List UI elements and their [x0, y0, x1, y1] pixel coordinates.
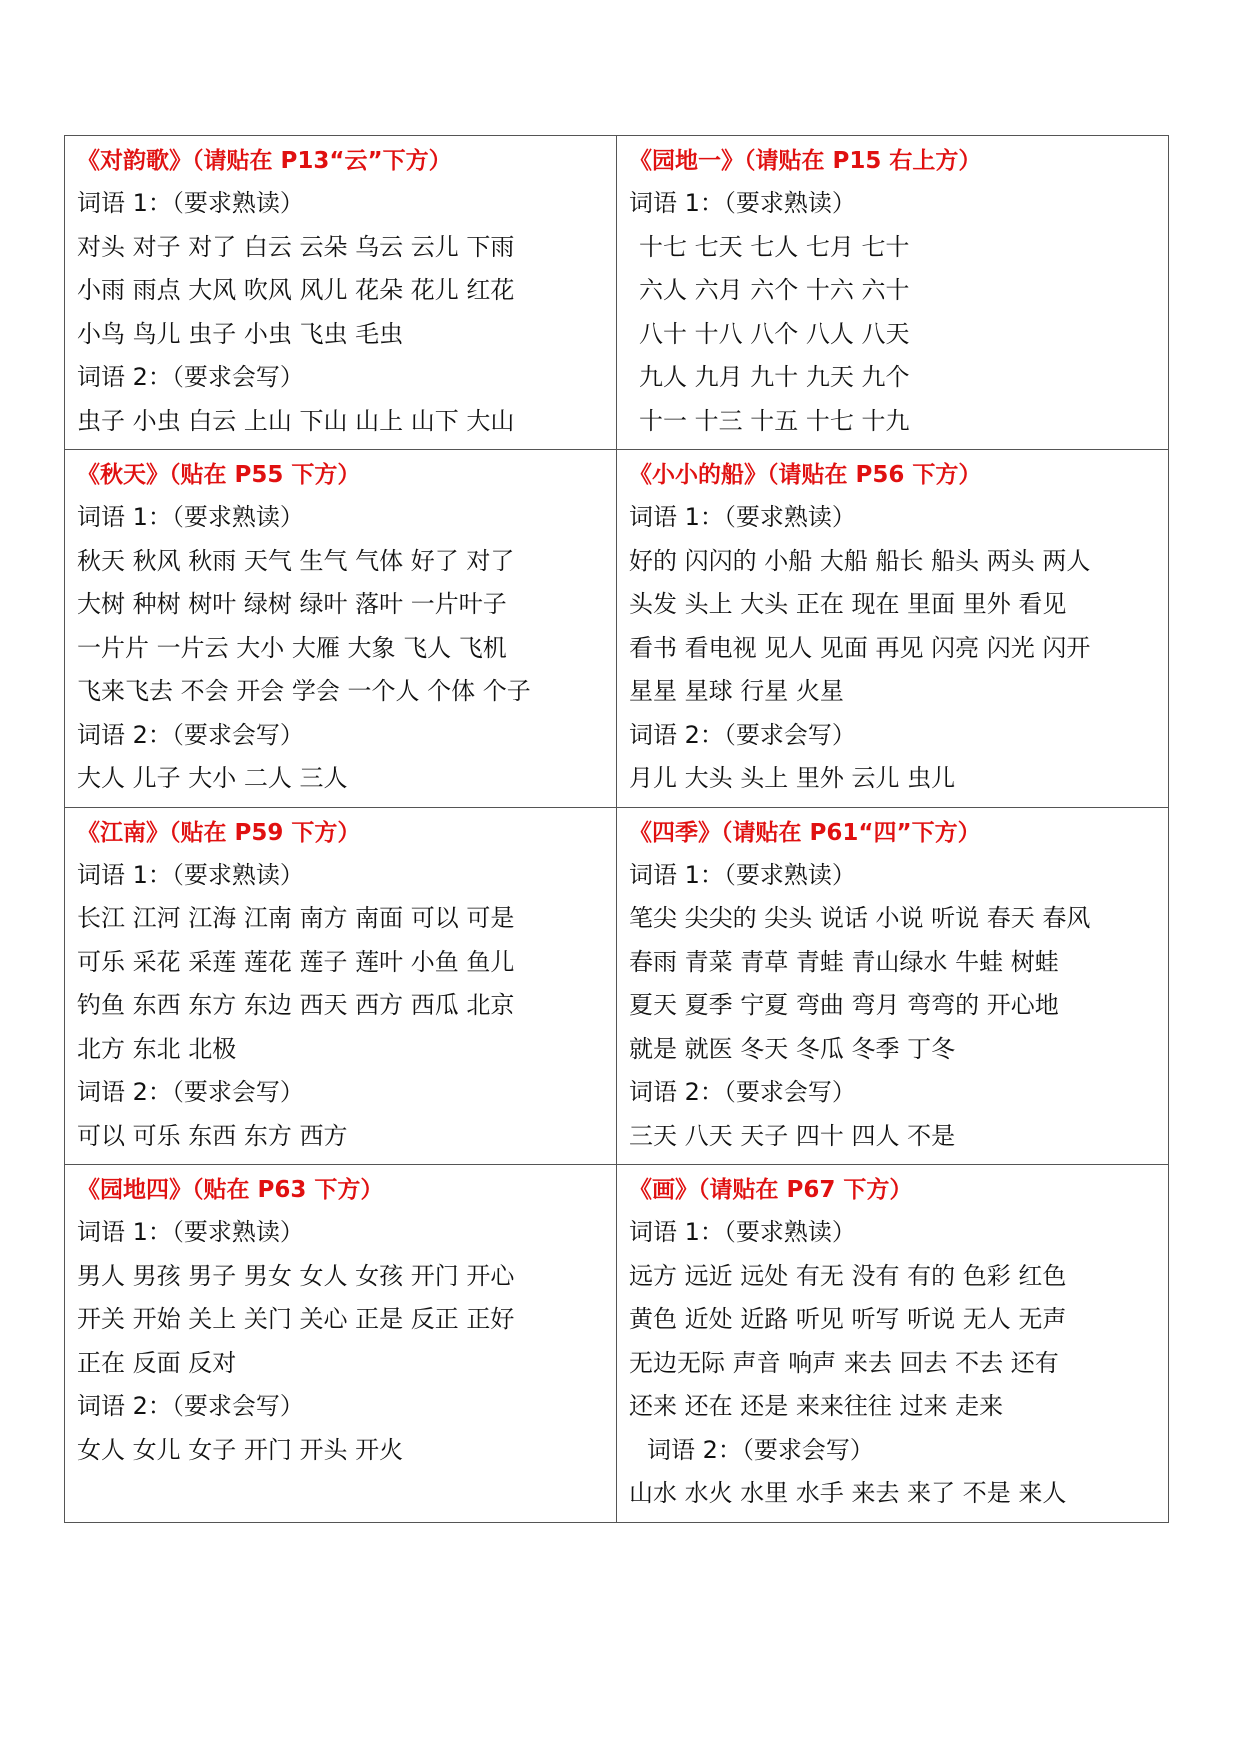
word-line: 十七 七天 七人 七月 七十	[639, 232, 910, 261]
word-line: 小雨 雨点 大风 吹风 风儿 花朵 花儿 红花	[77, 276, 515, 304]
lesson-title: 《秋天》（贴在 P55 下方）	[77, 462, 361, 488]
word-line: 星星 星球 行星 火星	[629, 677, 844, 705]
word-line: 好的 闪闪的 小船 大船 船长 船头 两头 两人	[629, 546, 1091, 575]
word-line: 远方 远近 远处 有无 没有 有的 色彩 红色	[629, 1261, 1067, 1290]
word-line: 看书 看电视 见人 见面 再见 闪亮 闪光 闪开	[629, 633, 1091, 662]
write-label: 词语 2：（要求会写）	[77, 720, 304, 749]
read-label: 词语 1：（要求熟读）	[629, 503, 856, 531]
word-line: 正在 反面 反对	[77, 1348, 237, 1377]
word-line: 开关 开始 关上 关门 关心 正是 反正 正好	[77, 1305, 515, 1333]
word-line: 月儿 大头 头上 里外 云儿 虫儿	[629, 764, 956, 792]
word-line: 男人 男孩 男子 男女 女人 女孩 开门 开心	[77, 1261, 515, 1290]
lesson-cell-qiu-tian	[65, 450, 617, 808]
lesson-cell-xiao-xiao-de-chuan	[617, 450, 1169, 808]
vocabulary-table	[64, 135, 1169, 1523]
word-line: 十一 十三 十五 十七 十九	[639, 406, 910, 435]
write-label: 词语 2：（要求会写）	[77, 1078, 304, 1106]
word-line: 山水 水火 水里 水手 来去 来了 不是 来人	[629, 1479, 1067, 1507]
lesson-cell-yuan-di-si	[65, 1165, 617, 1523]
write-label: 词语 2：（要求会写）	[77, 1392, 304, 1420]
word-line: 就是 就医 冬天 冬瓜 冬季 丁冬	[629, 1034, 956, 1063]
word-line: 六人 六月 六个 十六 六十	[639, 276, 910, 304]
word-line: 长江 江河 江海 江南 南方 南面 可以 可是	[77, 904, 515, 932]
word-line: 还来 还在 还是 来来往往 过来 走来	[629, 1392, 1004, 1420]
word-line: 无边无际 声音 响声 来去 回去 不去 还有	[629, 1348, 1059, 1377]
read-label: 词语 1：（要求熟读）	[629, 189, 856, 217]
lesson-cell-si-ji	[617, 807, 1169, 1165]
word-line: 笔尖 尖尖的 尖头 说话 小说 听说 春天 春风	[629, 904, 1091, 932]
lesson-title: 《四季》（请贴在 P61“四”下方）	[629, 819, 981, 846]
word-line: 虫子 小虫 白云 上山 下山 山上 山下 大山	[77, 406, 515, 435]
lesson-title: 《江南》（贴在 P59 下方）	[77, 819, 361, 846]
word-line: 可乐 采花 采莲 莲花 莲子 莲叶 小鱼 鱼儿	[77, 947, 515, 976]
lesson-title: 《对韵歌》（请贴在 P13“云”下方）	[77, 148, 452, 174]
word-line: 小鸟 鸟儿 虫子 小虫 飞虫 毛虫	[77, 319, 404, 348]
word-line: 可以 可乐 东西 东方 西方	[77, 1121, 348, 1150]
read-label: 词语 1：（要求熟读）	[629, 1218, 856, 1246]
lesson-title: 《园地四》（贴在 P63 下方）	[77, 1177, 384, 1203]
word-line: 一片片 一片云 大小 大雁 大象 飞人 飞机	[77, 633, 507, 662]
read-label: 词语 1：（要求熟读）	[77, 860, 304, 889]
lesson-title: 《画》（请贴在 P67 下方）	[629, 1177, 913, 1203]
word-line: 三天 八天 天子 四十 四人 不是	[629, 1121, 956, 1150]
write-label: 词语 2：（要求会写）	[647, 1435, 874, 1464]
word-line: 秋天 秋风 秋雨 天气 生气 气体 好了 对了	[77, 546, 515, 575]
word-line: 对头 对子 对了 白云 云朵 乌云 云儿 下雨	[77, 232, 515, 261]
write-label: 词语 2：（要求会写）	[629, 720, 856, 749]
write-label: 词语 2：（要求会写）	[629, 1078, 856, 1106]
read-label: 词语 1：（要求熟读）	[629, 860, 856, 889]
read-label: 词语 1：（要求熟读）	[77, 1218, 304, 1246]
lesson-cell-jiang-nan	[65, 807, 617, 1165]
word-line: 钓鱼 东西 东方 东边 西天 西方 西瓜 北京	[77, 991, 515, 1019]
word-line: 八十 十八 八个 八人 八天	[639, 319, 910, 348]
lesson-title: 《小小的船》（请贴在 P56 下方）	[629, 462, 982, 488]
read-label: 词语 1：（要求熟读）	[77, 189, 304, 217]
word-line: 北方 东北 北极	[77, 1034, 237, 1063]
lesson-cell-hua	[617, 1165, 1169, 1523]
word-line: 大人 儿子 大小 二人 三人	[77, 764, 348, 792]
word-line: 飞来飞去 不会 开会 学会 一个人 个体 个子	[77, 677, 531, 705]
lesson-cell-dui-yun-ge	[65, 136, 617, 450]
word-line: 九人 九月 九十 九天 九个	[639, 363, 910, 391]
word-line: 黄色 近处 近路 听见 听写 听说 无人 无声	[629, 1305, 1067, 1333]
table-row	[65, 450, 1169, 808]
word-line: 夏天 夏季 宁夏 弯曲 弯月 弯弯的 开心地	[629, 991, 1059, 1019]
table-row	[65, 136, 1169, 450]
table-row	[65, 1165, 1169, 1523]
lesson-cell-yuan-di-yi	[617, 136, 1169, 450]
word-line: 春雨 青菜 青草 青蛙 青山绿水 牛蛙 树蛙	[629, 947, 1059, 976]
table-row	[65, 807, 1169, 1165]
lesson-title: 《园地一》（请贴在 P15 右上方）	[629, 148, 982, 174]
word-line: 头发 头上 大头 正在 现在 里面 里外 看见	[629, 590, 1067, 618]
write-label: 词语 2：（要求会写）	[77, 363, 304, 391]
word-line: 女人 女儿 女子 开门 开头 开火	[77, 1435, 404, 1464]
read-label: 词语 1：（要求熟读）	[77, 503, 304, 531]
word-line: 大树 种树 树叶 绿树 绿叶 落叶 一片叶子	[77, 590, 507, 618]
